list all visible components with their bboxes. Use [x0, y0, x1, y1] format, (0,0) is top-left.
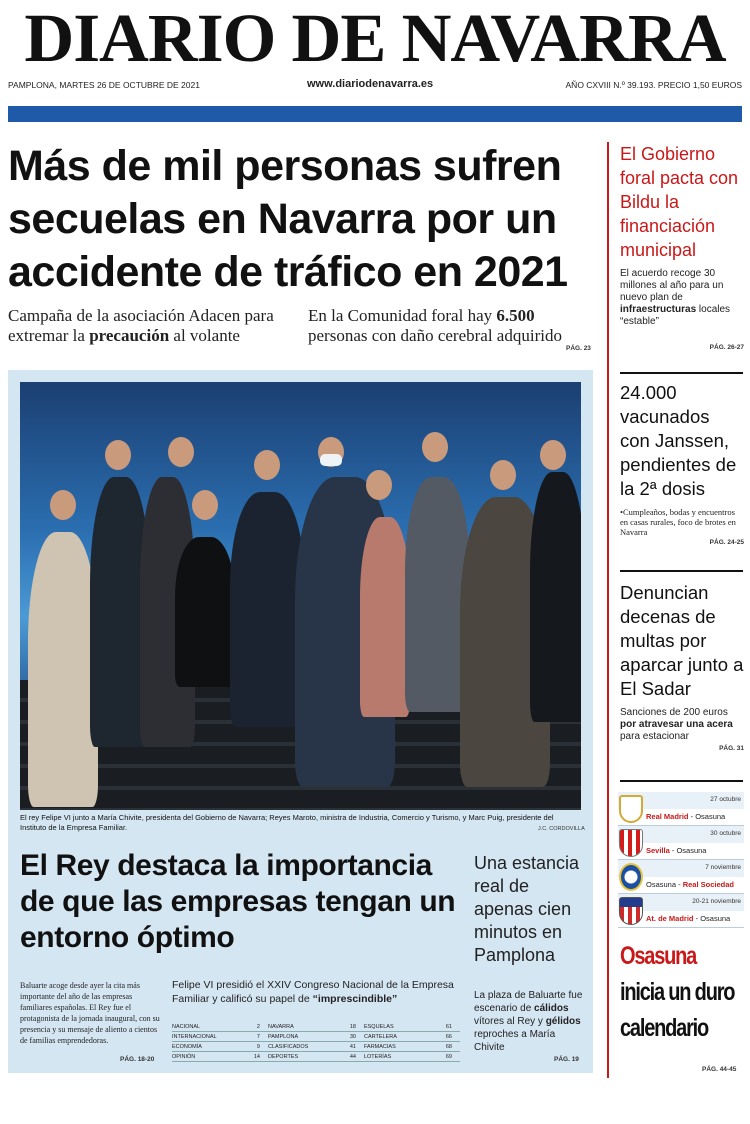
osasuna-page-ref: PÁG. 44-45 [702, 1066, 737, 1073]
sidebar-story-vacunas[interactable] [620, 381, 744, 546]
sidebar-rule [620, 570, 743, 572]
index-entry[interactable]: INTERNACIONAL 7 [172, 1034, 260, 1040]
photo-person [230, 492, 305, 727]
sidebar-text: •Cumpleaños, bodas y encuentros en casas rurales, foco de brotes en Navarra [620, 507, 736, 537]
photo-person [175, 537, 235, 687]
photo-credit: J.C. CORDOVILLA [538, 826, 585, 832]
index-entry[interactable]: NACIONAL 2 [172, 1024, 260, 1030]
sidebar-text: Sanciones de 200 euros por atravesar una acera para estacionar [620, 707, 733, 742]
rey-summary: Felipe VI presidió el XXIV Congreso Nacional de la Empresa Familiar y calificó su papel de “imprescindible” [172, 979, 454, 1005]
rey-story-panel [8, 370, 593, 1073]
fixture-row[interactable]: 27 octubre Real Madrid - Osasuna [618, 792, 744, 826]
photo-person [360, 517, 410, 717]
index-entry[interactable]: CLASIFICADOS 41 [267, 1044, 356, 1050]
sidebar-rule [620, 372, 743, 374]
face-mask [320, 454, 342, 466]
index-row [172, 1032, 460, 1042]
sidebar-text: El acuerdo recoge 30 millones al año para un nuevo plan de infraestructuras locales “estable” [620, 268, 731, 327]
issue-price: AÑO CXVIII N.º 39.193. PRECIO 1,50 EUROS [565, 80, 742, 90]
photo-person-head [540, 440, 566, 470]
photo-person-head [105, 440, 131, 470]
index-entry[interactable]: FARMACIAS 68 [363, 1044, 452, 1050]
rey-side-page-ref: PÁG. 19 [554, 1056, 579, 1063]
sidebar-rule [620, 780, 743, 782]
sidebar-page-ref: PÁG. 24-25 [709, 539, 744, 546]
index-entry[interactable]: OPINIÓN 14 [172, 1054, 260, 1060]
sidebar-divider [607, 142, 609, 1078]
index-entry[interactable]: DEPORTES 44 [267, 1054, 356, 1060]
osasuna-fixtures [618, 792, 744, 928]
osasuna-headline[interactable]: Osasuna inicia un duro calendario [620, 942, 735, 1042]
lead-deck-left: Campaña de la asociación Adacen para extremar la precaución al volante [8, 306, 274, 345]
sidebar-page-ref: PÁG. 31 [719, 745, 744, 752]
index-entry[interactable]: NAVARRA 18 [267, 1024, 356, 1030]
dateline-date: PAMPLONA, MARTES 26 DE OCTUBRE DE 2021 [8, 80, 200, 90]
index-entry[interactable]: CARTELERA 66 [363, 1034, 452, 1040]
photo-person-head [490, 460, 516, 490]
lead-deck-right: En la Comunidad foral hay 6.500 personas con daño cerebral adquirido [308, 306, 562, 345]
photo-person-head [168, 437, 194, 467]
photo-person-head [422, 432, 448, 462]
group-photo[interactable] [20, 382, 581, 810]
sevilla-crest-icon [619, 829, 643, 857]
sidebar-page-ref: PÁG. 26-27 [709, 344, 744, 351]
masthead: DIARIO DE NAVARRA [24, 0, 726, 76]
index-row [172, 1042, 460, 1052]
photo-person [28, 532, 98, 807]
rey-headline[interactable]: El Rey destaca la importancia de que las empresas tengan un entorno óptimo [20, 849, 456, 954]
photo-caption: El rey Felipe VI junto a María Chivite, presidenta del Gobierno de Navarra; Reyes Maroto, ministra de Industria, Comercio y Turismo, y Marc Puig, presidente del Instituto de la Empresa Familiar. [20, 813, 554, 832]
section-index [172, 1022, 460, 1062]
index-entry[interactable]: PAMPLONA 30 [267, 1034, 356, 1040]
lead-headline[interactable]: Más de mil personas sufren secuelas en Navarra por un accidente de tráfico en 2021 [8, 142, 568, 296]
sidebar-story-financiacion[interactable] [620, 142, 744, 351]
photo-person-head [50, 490, 76, 520]
fixture-row[interactable]: 20-21 noviembre At. de Madrid - Osasuna [618, 894, 744, 928]
atletico-crest-icon [619, 897, 643, 925]
index-entry[interactable]: ESQUELAS 61 [363, 1024, 452, 1030]
fixture-row[interactable]: 7 noviembre Osasuna - Real Sociedad [618, 860, 744, 894]
website-link[interactable]: www.diariodenavarra.es [307, 78, 434, 90]
sidebar-story-multas[interactable] [620, 581, 744, 752]
lead-page-ref: PÁG. 23 [566, 345, 591, 352]
index-row [172, 1052, 460, 1062]
rey-side-summary: La plaza de Baluarte fue escenario de cálidos vítores al Rey y gélidos reproches a María Chivite [474, 990, 583, 1053]
index-entry[interactable]: LOTERÍAS 69 [363, 1054, 452, 1060]
rey-side-headline[interactable]: Una estancia real de apenas cien minutos en Pamplona [474, 853, 580, 965]
photo-person-head [192, 490, 218, 520]
real-madrid-crest-icon [619, 795, 643, 823]
sidebar-headline: El Gobierno foral pacta con Bildu la financiación municipal [620, 144, 739, 260]
sidebar-headline: Denuncian decenas de multas por aparcar junto a El Sadar [620, 582, 744, 699]
rey-page-ref: PÁG. 18-20 [120, 1056, 155, 1063]
photo-person [530, 472, 581, 722]
photo-person-head [254, 450, 280, 480]
fixture-row[interactable]: 30 octubre Sevilla - Osasuna [618, 826, 744, 860]
index-entry[interactable]: ECONOMÍA 9 [172, 1044, 260, 1050]
sidebar-headline: 24.000 vacunados con Janssen, pendientes de la 2ª dosis [620, 382, 737, 499]
rey-body-text: Baluarte acoge desde ayer la cita más importante del año de las empresas familiares españolas. El Rey fue el protagonista de la jornada inaugural, con su presencia y su mensaje de aliento a cientos de familias emprendedoras. [20, 981, 160, 1045]
header-bar [8, 106, 742, 122]
real-sociedad-crest-icon [619, 863, 643, 891]
index-row [172, 1022, 460, 1032]
photo-person-head [366, 470, 392, 500]
